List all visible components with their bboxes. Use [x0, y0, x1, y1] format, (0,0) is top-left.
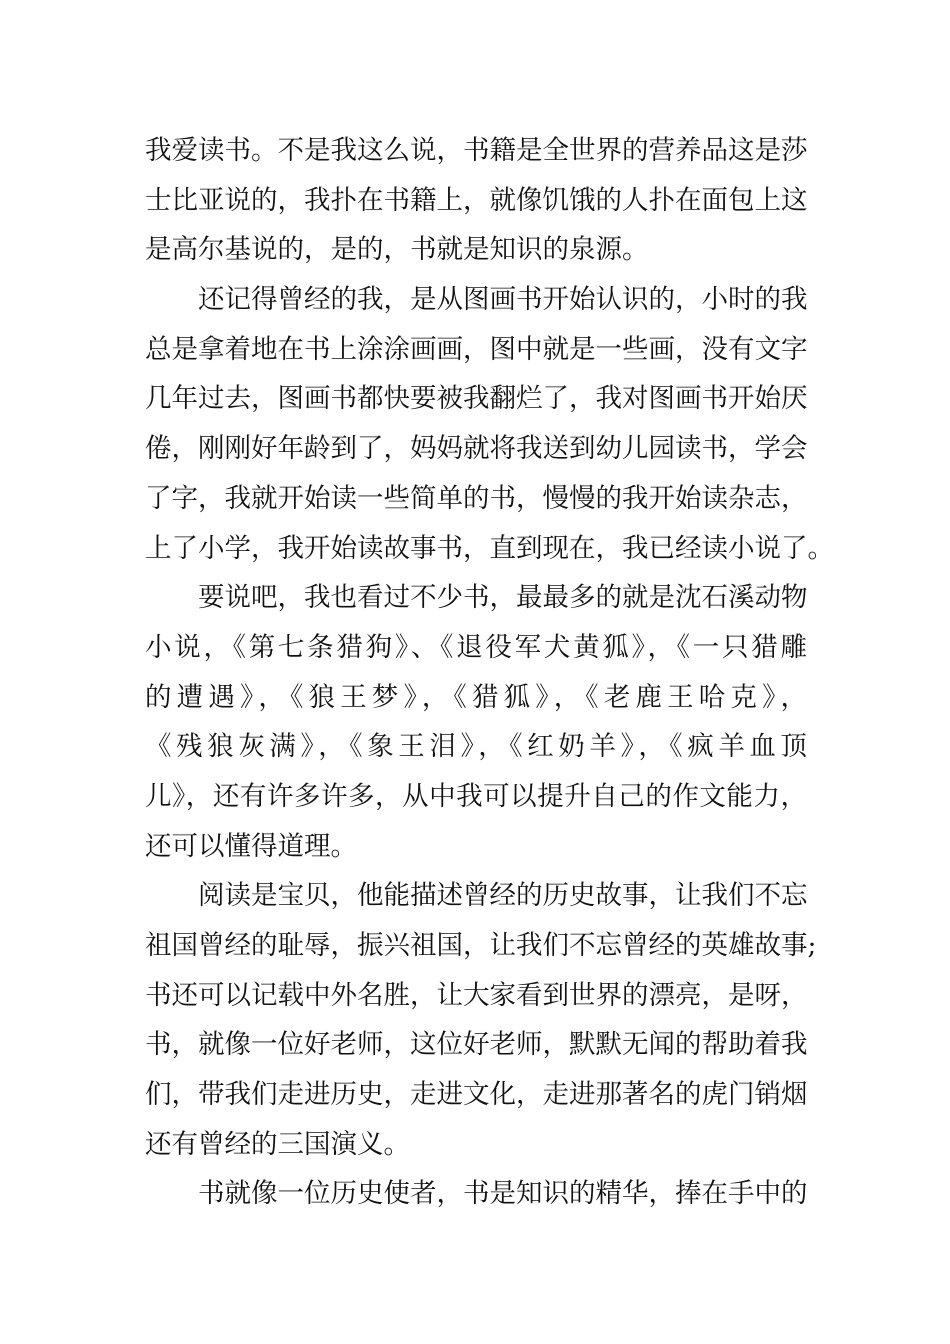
- text-line: 还有曾经的三国演义。: [145, 1128, 410, 1160]
- text-line: 还可以懂得道理。: [145, 830, 357, 862]
- text-line: 阅读是宝贝，他能描述曾经的历史故事，让我们不忘: [198, 880, 808, 912]
- text-line: 士比亚说的，我扑在书籍上，就像饥饿的人扑在面包上这: [145, 184, 808, 216]
- text-line: 我爱读书。不是我这么说，书籍是全世界的营养品这是莎: [145, 135, 808, 166]
- text-line: 们，带我们走进历史，走进文化，走进那著名的虎门销烟: [145, 1079, 808, 1111]
- text-line: 还记得曾经的我，是从图画书开始认识的，小时的我: [198, 284, 808, 316]
- text-line: 小说，《第七条猎狗》、《退役军犬黄狐》，《一只猎雕: [145, 631, 807, 663]
- text-line: 书还可以记载中外名胜，让大家看到世界的漂亮，是呀，: [145, 979, 808, 1011]
- text-line: 总是拿着地在书上涂涂画画，图中就是一些画，没有文字: [145, 333, 808, 365]
- text-line: 的遭遇》，《狼王梦》，《猎狐》，《老鹿王哈克》，: [145, 681, 807, 713]
- text-line: 《残狼灰满》，《象王泪》，《红奶羊》，《疯羊血顶: [145, 731, 807, 763]
- text-line: 了字，我就开始读一些简单的书，慢慢的我开始读杂志，: [145, 482, 808, 514]
- text-line: 儿》，还有许多许多，从中我可以提升自己的作文能力，: [145, 780, 807, 812]
- text-line: 书，就像一位好老师，这位好老师，默默无闻的帮助着我: [145, 1029, 808, 1061]
- text-line: 要说吧，我也看过不少书，最最多的就是沈石溪动物: [198, 582, 808, 614]
- text-line: 是高尔基说的，是的，书就是知识的泉源。: [145, 234, 649, 266]
- text-line: 书就像一位历史使者，书是知识的精华，捧在手中的: [198, 1178, 808, 1210]
- text-line: 几年过去，图画书都快要被我翻烂了，我对图画书开始厌: [145, 383, 808, 415]
- text-line: 上了小学，我开始读故事书，直到现在，我已经读小说了。: [145, 532, 834, 564]
- text-line: 祖国曾经的耻辱，振兴祖国，让我们不忘曾经的英雄故事;: [145, 930, 817, 961]
- text-line: 倦，刚刚好年龄到了，妈妈就将我送到幼儿园读书，学会: [145, 433, 808, 465]
- body-text: [145, 126, 834, 1219]
